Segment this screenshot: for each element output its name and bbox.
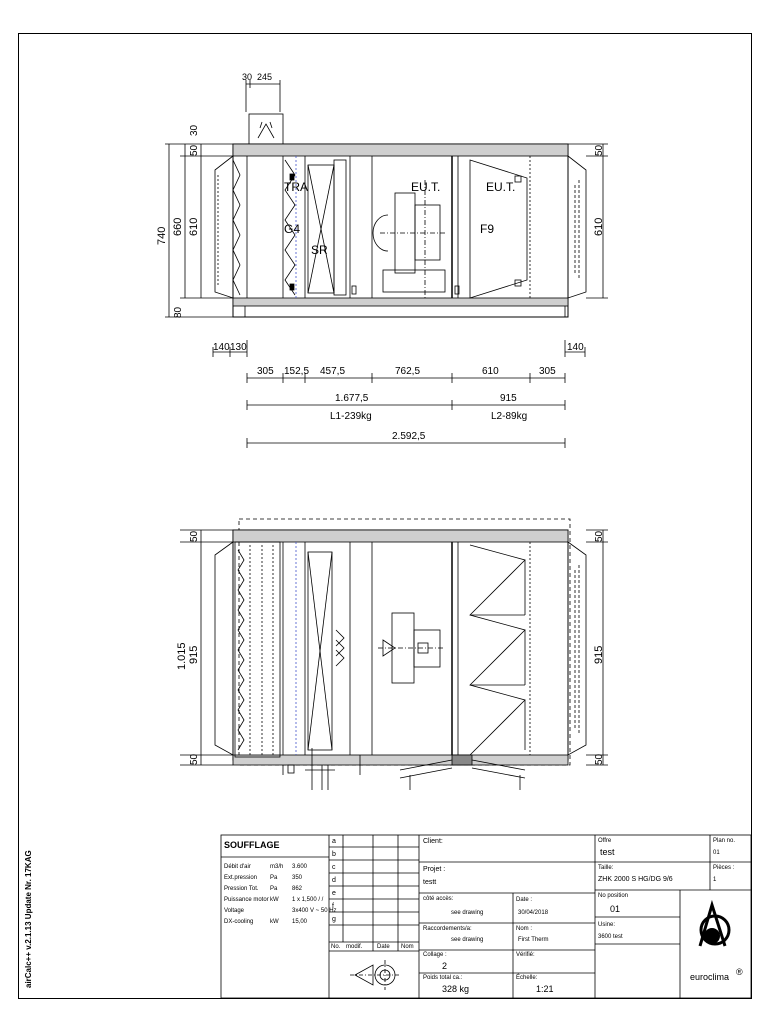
- no-position-label: No position: [598, 893, 629, 899]
- registered-mark: ®: [736, 967, 743, 977]
- revision-letter: d: [332, 877, 336, 884]
- weight-l2: L2-89kg: [491, 411, 528, 422]
- echelle-label: Échelle:: [516, 975, 538, 981]
- revision-header-nom: Nom: [401, 944, 414, 950]
- spec-value: 1 x 1,500 / /: [292, 897, 324, 903]
- spec-label: Ext.pression: [224, 875, 258, 881]
- spec-label: Pression Tot.: [224, 886, 259, 892]
- label-eut-filter: EU.T.: [486, 180, 516, 194]
- poids-label: Poids total ca.:: [423, 975, 463, 981]
- label-sr: SR: [311, 243, 328, 257]
- revision-letter: a: [332, 838, 336, 845]
- sheet-border: [19, 34, 752, 999]
- dim-right-50: 50: [594, 144, 605, 156]
- dim-top-30: 30: [242, 72, 253, 82]
- taille-label: Taille:: [598, 865, 614, 871]
- revision-header-modif: modif.: [346, 944, 363, 950]
- dim-610: 610: [482, 366, 499, 377]
- dim-915: 915: [500, 393, 517, 404]
- dim-left-740: 740: [156, 226, 168, 245]
- verifie-label: Vérifié:: [516, 952, 535, 958]
- revision-header-no: No.: [331, 944, 341, 950]
- spec-unit: Pa: [270, 886, 278, 892]
- revision-letter: e: [332, 890, 336, 897]
- dim-bottom-130: 130: [230, 342, 247, 353]
- plan-dim-right-915: 915: [593, 645, 605, 664]
- usine-value: 3600 test: [598, 934, 623, 940]
- dim-left-30: 30: [189, 124, 200, 136]
- spec-value: 15,00: [292, 919, 308, 925]
- spec-unit: Pa: [270, 875, 278, 881]
- dim-bottom-140-left: 140: [213, 342, 230, 353]
- spec-value: 3.600: [292, 864, 308, 870]
- plan-dim-left-50-bottom: 50: [189, 753, 200, 765]
- section-title: SOUFFLAGE: [224, 840, 280, 850]
- spec-value: 862: [292, 886, 303, 892]
- client-label: Client:: [423, 838, 443, 845]
- plan-no-label: Plan no.: [713, 838, 736, 844]
- label-tra: TRA: [284, 180, 308, 194]
- revision-letter: g: [332, 916, 336, 923]
- spec-label: DX-cooling: [224, 919, 254, 925]
- dim-left-660: 660: [172, 217, 184, 236]
- collage-value: 2: [442, 961, 448, 971]
- dim-left-80: 80: [173, 306, 184, 318]
- plan-dim-right-50-top: 50: [594, 530, 605, 542]
- dim-1677-5: 1.677,5: [335, 393, 369, 404]
- spec-unit: kW: [270, 919, 279, 925]
- echelle-value: 1:21: [536, 984, 554, 994]
- dim-305-b: 305: [539, 366, 556, 377]
- dim-total: 2.592,5: [392, 431, 426, 442]
- usine-label: Usine:: [598, 922, 616, 928]
- no-position-value: 01: [610, 904, 621, 914]
- cotes-value: see drawing: [451, 910, 484, 916]
- label-f9: F9: [480, 222, 495, 236]
- spec-value: 3x400 V ~ 50 Hz: [292, 908, 337, 914]
- nom-label: Nom :: [516, 926, 533, 932]
- plan-dim-right-50-bottom: 50: [594, 753, 605, 765]
- spec-label: Voltage: [224, 908, 245, 914]
- spec-unit: kW: [270, 897, 279, 903]
- title-block-grid: [221, 835, 751, 998]
- revision-letter: c: [332, 864, 336, 871]
- poids-value: 328 kg: [442, 984, 470, 994]
- offre-label: Offre: [598, 838, 612, 844]
- taille-value: ZHK 2000 S HG/DG 9/6: [598, 876, 673, 883]
- dim-right-610: 610: [593, 217, 605, 236]
- spec-unit: m3/h: [270, 864, 284, 870]
- top-view: [156, 72, 608, 448]
- spec-label: Débit d'air: [224, 864, 251, 870]
- dim-left-610: 610: [188, 217, 200, 236]
- plan-view: [176, 519, 608, 790]
- revision-header-date: Date: [377, 944, 390, 950]
- plan-dim-left-915: 915: [188, 645, 200, 664]
- label-g4: G4: [284, 222, 301, 236]
- dim-762-5: 762,5: [395, 366, 421, 377]
- collage-label: Collage :: [423, 952, 447, 958]
- date-label: Date :: [516, 897, 533, 903]
- spec-label: Puissance motor: [224, 897, 269, 903]
- plan-dim-left-50-top: 50: [189, 530, 200, 542]
- dim-457-5: 457,5: [320, 366, 346, 377]
- label-eut-fan: EU.T.: [411, 180, 441, 194]
- dim-305-a: 305: [257, 366, 274, 377]
- raccord-value: see drawing: [451, 937, 484, 943]
- logo-text: euroclima: [690, 972, 730, 982]
- pieces-label: Pièces :: [713, 865, 735, 871]
- dim-bottom-140-right: 140: [567, 342, 584, 353]
- projet-label: Projet :: [423, 866, 446, 873]
- dim-152-5: 152,5: [284, 366, 310, 377]
- projection-symbol-icon: [350, 960, 400, 990]
- cotes-label: côté accès:: [423, 896, 454, 902]
- offre-value: test: [600, 847, 615, 857]
- dim-top-245: 245: [257, 72, 273, 82]
- plan-no-value: 01: [713, 850, 720, 856]
- raccord-label: Raccordements/a:: [423, 926, 472, 932]
- projet-value: testt: [423, 879, 437, 886]
- revision-letter: b: [332, 851, 336, 858]
- revision-letter: f: [332, 903, 334, 910]
- date-value: 30/04/2018: [518, 910, 549, 916]
- side-version-text: airCalc++ v.2.1.13 Update Nr. 17KAG: [24, 850, 33, 988]
- dim-left-50: 50: [189, 144, 200, 156]
- weight-l1: L1-239kg: [330, 411, 372, 422]
- pieces-value: 1: [713, 877, 717, 883]
- plan-dim-left-1015: 1.015: [176, 642, 188, 670]
- spec-value: 350: [292, 875, 303, 881]
- euroclima-logo-icon: [700, 905, 729, 946]
- nom-value: First Therm: [518, 937, 549, 943]
